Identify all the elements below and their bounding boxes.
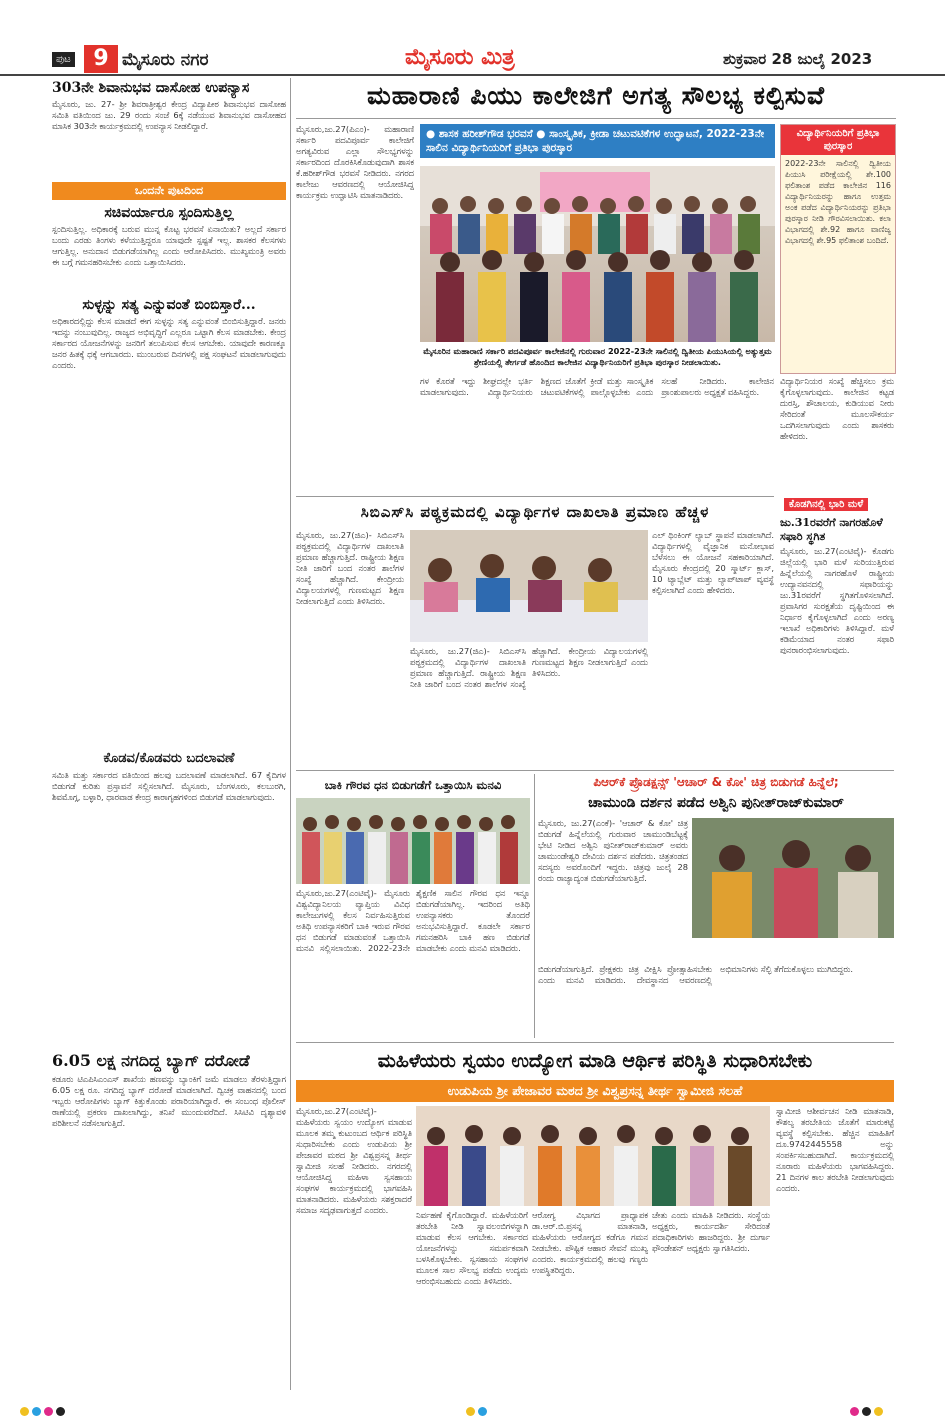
women-headline: ಮಹಿಳೆಯರು ಸ್ವಯಂ ಉದ್ಯೋಗ ಮಾಡಿ ಆರ್ಥಿಕ ಪರಿಸ್ಥಿತಿ ಸುಧಾರಿಸಬೇಕು — [377, 1050, 813, 1072]
continued-label: ಒಂದನೇ ಪುಟದಿಂದ — [52, 182, 286, 200]
registration-dot — [850, 1407, 859, 1416]
main-headline: ಮಹಾರಾಣಿ ಪಿಯು ಕಾಲೇಜಿಗೆ ಅಗತ್ಯ ಸೌಲಭ್ಯ ಕಲ್ಪಿಸುವೆ — [366, 81, 826, 110]
main-article-continued — [420, 376, 774, 496]
article-body: ಎಲ್ ಥಿಂಕಿಂಗ್ ಲ್ಯಾಬ್ ಸ್ಥಾಪನೆ ಮಾಡಲಾಗಿದೆ. ವಿದ್ಯಾರ್ಥಿಗಳಲ್ಲಿ ವೈಜ್ಞಾನಿಕ ಮನೋಭಾವ ಬೆಳೆಸಲು ಈ ಯೋಜನೆ ಸಹಕಾರಿಯಾಗಿದೆ. ಮೈಸೂರು ಕೇಂದ್ರದಲ್ಲಿ 20 ಸ್ಮಾರ್ಟ್ ಕ್ಲಾಸ್, 10 ಟ್ಯಾಬ್ಲೆಟ್ ಮತ್ತು ಲ್ಯಾಪ್‌ಟಾಪ್ ವ್ಯವಸ್ಥೆ ಕಲ್ಪಿಸಲಾಗಿದೆ ಎಂದು ಹೇಳಿದರು. — [652, 530, 774, 595]
article-body: ಮೈಸೂರು, ಜು.27(ಜಿಎ)- ಸಿಬಿಎಸ್‌ಸಿ ಪಠ್ಯಕ್ರಮದಲ್ಲಿ ವಿದ್ಯಾರ್ಥಿಗಳ ದಾಖಲಾತಿ ಪ್ರಮಾಣ ಹೆಚ್ಚಾಗುತ್ತಿದೆ. ರಾಷ್ಟ್ರೀಯ ಶಿಕ್ಷಣ ನೀತಿ ಜಾರಿಗೆ ಬಂದ ನಂತರ ಶಾಲೆಗಳ ಸಂಖ್ಯೆ ಹೆಚ್ಚಾಗಿದೆ. ಕೇಂದ್ರೀಯ ವಿದ್ಯಾಲಯಗಳಲ್ಲಿ ಗುಣಮಟ್ಟದ ಶಿಕ್ಷಣ ನೀಡಲಾಗುತ್ತಿದೆ ಎಂದು ತಿಳಿಸಿದರು. — [410, 646, 648, 689]
women-subheadline: ಉಡುಪಿಯ ಶ್ರೀ ಪೇಜಾವರ ಮಠದ ಶ್ರೀ ವಿಶ್ವಪ್ರಸನ್ನ ತೀರ್ಥ ಸ್ವಾಮೀಜಿ ಸಲಹೆ — [296, 1080, 894, 1102]
protest-photo — [296, 798, 530, 884]
article-body: ಕಡೂರು ಟಿಎಪಿಸಿಎಂಎಸ್ ಶಾಖೆಯ ಹಣವನ್ನು ಬ್ಯಾಂಕಿಗೆ ಜಮೆ ಮಾಡಲು ತೆರಳುತ್ತಿದ್ದಾಗ 6.05 ಲಕ್ಷ ರೂ. ನಗದಿದ್ದ ಬ್ಯಾಗ್ ದರೋಡೆ ಮಾಡಲಾಗಿದೆ. ದ್ವಿಚಕ್ರ ವಾಹನದಲ್ಲಿ ಬಂದ ಇಬ್ಬರು ಆರೋಪಿಗಳು ಬ್ಯಾಗ್ ಕಿತ್ತುಕೊಂಡು ಪರಾರಿಯಾಗಿದ್ದಾರೆ. ಈ ಸಂಬಂಧ ಪೊಲೀಸ್ ಠಾಣೆಯಲ್ಲಿ ಪ್ರಕರಣ ದಾಖಲಾಗಿದ್ದು, ತನಿಖೆ ಮುಂದುವರೆದಿದೆ. ಸಿಸಿಟಿವಿ ದೃಶ್ಯಾವಳಿ ಪರಿಶೀಲನೆ ನಡೆಸಲಾಗುತ್ತಿದೆ. — [52, 1074, 286, 1128]
article-body: ವಿದ್ಯಾರ್ಥಿನಿಯರ ಸಂಖ್ಯೆ ಹೆಚ್ಚಿಸಲು ಕ್ರಮ ಕೈಗೊಳ್ಳಲಾಗುವುದು. ಕಾಲೇಜಿನ ಕಟ್ಟಡ ದುರಸ್ತಿ, ಶೌಚಾಲಯ, ಕುಡಿಯುವ ನೀರು ಸೇರಿದಂತೆ ಮೂಲಸೌಕರ್ಯ ಒದಗಿಸಲಾಗುವುದು ಎಂದು ಶಾಸಕರು ಹೇಳಿದರು. — [780, 376, 894, 441]
article-title: ಕೊಡವ/ಕೊಡವರು ಬದಲಾವಣೆ — [103, 751, 235, 766]
actress-temple-photo — [692, 818, 894, 938]
article-body: ಮೈಸೂರು,ಜು.27(ಪಿಎಂ)- ಮಹಾರಾಣಿ ಸರ್ಕಾರಿ ಪದವಿಪೂರ್ವ ಕಾಲೇಜಿಗೆ ಅಗತ್ಯವಿರುವ ಎಲ್ಲಾ ಸೌಲಭ್ಯಗಳನ್ನು ಸರ್ಕಾರದಿಂದ ದೊರಕಿಸಿಕೊಡುವುದಾಗಿ ಶಾಸಕ ಕೆ.ಹರೀಶ್‌ಗೌಡ ಭರವಸೆ ನೀಡಿದರು. ನಗರದ ಕಾಲೇಜು ಆವರಣದಲ್ಲಿ ಆಯೋಜಿಸಿದ್ದ ಕಾರ್ಯಕ್ರಮ ಉದ್ಘಾಟಿಸಿ ಮಾತನಾಡಿದರು. — [296, 124, 414, 200]
honorarium-headline: ಬಾಕಿ ಗೌರವ ಧನ ಬಿಡುಗಡೆಗೆ ಒತ್ತಾಯಿಸಿ ಮನವಿ — [324, 778, 502, 792]
article-body: ಮೈಸೂರು, ಜು.27(ಜಿಎ)- ಸಿಬಿಎಸ್‌ಸಿ ಪಠ್ಯಕ್ರಮದಲ್ಲಿ ವಿದ್ಯಾರ್ಥಿಗಳ ದಾಖಲಾತಿ ಪ್ರಮಾಣ ಹೆಚ್ಚಾಗುತ್ತಿದೆ. ರಾಷ್ಟ್ರೀಯ ಶಿಕ್ಷಣ ನೀತಿ ಜಾರಿಗೆ ಬಂದ ನಂತರ ಶಾಲೆಗಳ ಸಂಖ್ಯೆ ಹೆಚ್ಚಾಗಿದೆ. ಕೇಂದ್ರೀಯ ವಿದ್ಯಾಲಯಗಳಲ್ಲಿ ಗುಣಮಟ್ಟದ ಶಿಕ್ಷಣ ನೀಡಲಾಗುತ್ತಿದೆ ಎಂದು ತಿಳಿಸಿದರು. — [296, 530, 404, 606]
registration-dot — [478, 1407, 487, 1416]
film-left-text — [538, 818, 688, 960]
film-headline-2: ಚಾಮುಂಡಿ ದರ್ಶನ ಪಡೆದ ಅಶ್ವಿನಿ ಪುನೀತ್‌ರಾಜ್‌ಕುಮಾರ್ — [588, 795, 844, 811]
article-body: ಸ್ವಾಮೀಜಿ ಆಶೀರ್ವಚನ ನೀಡಿ ಮಾತನಾಡಿ, ಕೌಶಲ್ಯ ತರಬೇತಿಯ ಜೊತೆಗೆ ಮಾರುಕಟ್ಟೆ ವ್ಯವಸ್ಥೆ ಕಲ್ಪಿಸಬೇಕು. ಹೆಚ್ಚಿನ ಮಾಹಿತಿಗೆ ದೂ.9742445558 ಅನ್ನು ಸಂಪರ್ಕಿಸಬಹುದಾಗಿದೆ. ಕಾರ್ಯಕ್ರಮದಲ್ಲಿ ನೂರಾರು ಮಹಿಳೆಯರು ಭಾಗವಹಿಸಿದ್ದರು. 21 ದಿನಗಳ ಕಾಲ ತರಬೇತಿ ನೀಡಲಾಗುವುದು ಎಂದರು. — [776, 1106, 894, 1193]
cbse-mid-text — [410, 646, 648, 764]
rule — [296, 1042, 894, 1043]
column-divider — [290, 78, 291, 1390]
article-ministers — [52, 204, 286, 290]
photo-caption: ಮೈಸೂರಿನ ಮಹಾರಾಣಿ ಸರ್ಕಾರಿ ಪದವಿಪೂರ್ವ ಕಾಲೇಜಿನಲ್ಲಿ ಗುರುವಾರ 2022-23ನೇ ಸಾಲಿನಲ್ಲಿ ದ್ವಿತೀಯ ಪಿಯುಸಿಯಲ್ಲಿ ಅತ್ಯುತ್ತಮ ಶ್ರೇಣಿಯಲ್ಲಿ ತೇರ್ಗಡೆ ಹೊಂದಿದ ಕಾಲೇಜಿನ ವಿದ್ಯಾರ್ಥಿನಿಯರಿಗೆ ಪ್ರತಿಭಾ ಪುರಸ್ಕಾರ ನೀಡಲಾಯಿತು. — [423, 346, 772, 367]
article-dasoha — [52, 79, 286, 179]
article-title: ಸಚಿವರ್ಯಾರೂ ಸ್ಪಂದಿಸುತ್ತಿಲ್ಲ — [104, 205, 234, 221]
article-body: ಸಮಿತಿ ಮತ್ತು ಸರ್ಕಾರದ ವತಿಯಿಂದ ಹಲವು ಬದಲಾವಣೆ ಮಾಡಲಾಗಿದೆ. 67 ಕೈದಿಗಳ ಬಿಡುಗಡೆ ಕುರಿತು ಪ್ರಸ್ತಾವನೆ ಸಲ್ಲಿಸಲಾಗಿದೆ. ಮೈಸೂರು, ಬೆಂಗಳೂರು, ಕಲಬುರಗಿ, ಶಿವಮೊಗ್ಗ, ಬಳ್ಳಾರಿ, ಧಾರವಾಡ ಕೇಂದ್ರ ಕಾರಾಗೃಹಗಳಿಂದ ಬಿಡುಗಡೆ ಮಾಡಲಾಗುವುದು. — [52, 770, 286, 802]
article-body: ಮೈಸೂರು, ಜು.27(ಎಂಟಿವೈ)- ಕೊಡಗು ಜಿಲ್ಲೆಯಲ್ಲಿ ಭಾರಿ ಮಳೆ ಸುರಿಯುತ್ತಿರುವ ಹಿನ್ನೆಲೆಯಲ್ಲಿ ನಾಗರಹೊಳೆ ರಾಷ್ಟ್ರೀಯ ಉದ್ಯಾನವನದಲ್ಲಿ ಸಫಾರಿಯನ್ನು ಜು.31ರವರೆಗೆ ಸ್ಥಗಿತಗೊಳಿಸಲಾಗಿದೆ. ಪ್ರವಾಸಿಗರ ಸುರಕ್ಷತೆಯ ದೃಷ್ಟಿಯಿಂದ ಈ ನಿರ್ಧಾರ ಕೈಗೊಳ್ಳಲಾಗಿದೆ ಎಂದು ಅರಣ್ಯ ಇಲಾಖೆ ಅಧಿಕಾರಿಗಳು ತಿಳಿಸಿದ್ದಾರೆ. ಮಳೆ ಕಡಿಮೆಯಾದ ನಂತರ ಸಫಾರಿ ಪುನರಾರಂಭಿಸಲಾಗುವುದು. — [780, 546, 894, 655]
article-title: ಸುಳ್ಳನ್ನು ಸತ್ಯ ಎನ್ನುವಂತೆ ಬಿಂಬಿಸ್ತಾರೆ... — [82, 297, 256, 313]
article-body: ಆರೋಗ್ಯ ವಿಭಾಗದ ಪ್ರಾಧ್ಯಾಪಕ ಡಾ.ಆರ್.ಬಿ.ಪ್ರಸನ್ನ ಮಾತನಾಡಿ, ಮಹಿಳೆಯರು ಆರೋಗ್ಯದ ಕಡೆಗೂ ಗಮನ ನೀಡಬೇಕು. ಪೌಷ್ಟಿಕ ಆಹಾರ ಸೇವನೆ ಮುಖ್ಯ ಎಂದರು. ಕಾರ್ಯಕ್ರಮದಲ್ಲಿ ಹಲವು ಗಣ್ಯರು ಉಪಸ್ಥಿತರಿದ್ದರು. — [532, 1210, 648, 1275]
issue-date: ಶುಕ್ರವಾರ 28 ಜುಲೈ 2023 — [723, 50, 873, 68]
article-title: 6.05 ಲಕ್ಷ ನಗದಿದ್ದ ಬ್ಯಾಗ್ ದರೋಡೆ — [52, 1051, 250, 1070]
women-mid-text — [416, 1210, 528, 1390]
article-body: ನಿರ್ವಹಣೆ ಕೈಗೊಂಡಿದ್ದಾರೆ. ಮಹಿಳೆಯರಿಗೆ ತರಬೇತಿ ನೀಡಿ ಸ್ವಾವಲಂಬಿಗಳನ್ನಾಗಿ ಮಾಡುವ ಕೆಲಸ ಆಗಬೇಕು. ಸರ್ಕಾರದ ಯೋಜನೆಗಳನ್ನು ಸಮರ್ಪಕವಾಗಿ ಬಳಸಿಕೊಳ್ಳಬೇಕು. ಸ್ವಸಹಾಯ ಸಂಘಗಳ ಮೂಲಕ ಸಾಲ ಸೌಲಭ್ಯ ಪಡೆದು ಉದ್ಯಮ ಆರಂಭಿಸಬಹುದು ಎಂದು ತಿಳಿಸಿದರು. — [416, 1210, 528, 1286]
article-lies — [52, 296, 286, 742]
awards-sidebox — [780, 124, 896, 374]
women-right-text — [776, 1106, 894, 1390]
article-body: ಸ್ಪಂದಿಸುತ್ತಿಲ್ಲ. ಅಧಿಕಾರಕ್ಕೆ ಬರುವ ಮುನ್ನ ಕೊಟ್ಟ ಭರವಸೆ ಏನಾಯಿತು? ಅಲ್ಲದೆ ಸರ್ಕಾರ ಬಂದು ಎರಡು ತಿಂಗಳು ಕಳೆಯುತ್ತಿದ್ದರೂ ಯಾವುದೇ ಸ್ಪಷ್ಟತೆ ಇಲ್ಲ. ಶಾಸಕರ ಕೆಲಸಗಳು ಆಗುತ್ತಿಲ್ಲ. ಅನುದಾನ ಬಿಡುಗಡೆಯಾಗಿಲ್ಲ ಎಂದು ಆರೋಪಿಸಿದರು. ಮುಖ್ಯಮಂತ್ರಿ ಅವರು ಈ ಬಗ್ಗೆ ಗಮನಹರಿಸಬೇಕು ಎಂದು ಒತ್ತಾಯಿಸಿದರು. — [52, 224, 286, 267]
women-left-text — [296, 1106, 412, 1390]
newspaper-logo: ಮೈಸೂರು ಮಿತ್ರ — [405, 44, 515, 70]
honorarium-text — [296, 888, 530, 1038]
cbse-meeting-photo — [410, 530, 648, 642]
article-robbery — [52, 1050, 286, 1390]
article-body: ಗಳ ಕೊರತೆ ಇದ್ದು ಶೀಘ್ರದಲ್ಲೇ ಭರ್ತಿ ಮಾಡಲಾಗುವುದು. ವಿದ್ಯಾರ್ಥಿನಿಯರು ಶಿಕ್ಷಣದ ಜೊತೆಗೆ ಕ್ರೀಡೆ ಮತ್ತು ಸಾಂಸ್ಕೃತಿಕ ಚಟುವಟಿಕೆಗಳಲ್ಲಿ ಪಾಲ್ಗೊಳ್ಳಬೇಕು ಎಂದು ಸಲಹೆ ನೀಡಿದರು. ಕಾಲೇಜಿನ ಪ್ರಾಂಶುಪಾಲರು ಅಧ್ಯಕ್ಷತೆ ವಹಿಸಿದ್ದರು. — [420, 376, 774, 397]
registration-dot — [32, 1407, 41, 1416]
article-body: ಚೇತು ಎಂದು ಮಾಹಿತಿ ನೀಡಿದರು. ಸಂಸ್ಥೆಯ ಅಧ್ಯಕ್ಷರು, ಕಾರ್ಯದರ್ಶಿ ಸೇರಿದಂತೆ ಪದಾಧಿಕಾರಿಗಳು ಹಾಜರಿದ್ದರು. ಶ್ರೀ ದುರ್ಗಾ ಫೌಂಡೇಶನ್ ಅಧ್ಯಕ್ಷರು ಸ್ವಾಗತಿಸಿದರು. — [652, 1210, 770, 1253]
rule — [296, 496, 774, 497]
cbse-headline: ಸಿಬಿಎಸ್‌ಸಿ ಪಠ್ಯಕ್ರಮದಲ್ಲಿ ವಿದ್ಯಾರ್ಥಿಗಳ ದಾಖಲಾತಿ ಪ್ರಮಾಣ ಹೆಚ್ಚಳ — [360, 503, 710, 521]
women-mid-text-3 — [652, 1210, 770, 1390]
right-column-text — [780, 376, 894, 492]
article-body: ಮೈಸೂರು,ಜು.27(ಎಂಟಿವೈ)- ಮಹಿಳೆಯರು ಸ್ವಯಂ ಉದ್ಯೋಗ ಮಾಡುವ ಮೂಲಕ ತಮ್ಮ ಕುಟುಂಬದ ಆರ್ಥಿಕ ಪರಿಸ್ಥಿತಿ ಸುಧಾರಿಸಬೇಕು ಎಂದು ಉಡುಪಿಯ ಶ್ರೀ ಪೇಜಾವರ ಮಠದ ಶ್ರೀ ವಿಶ್ವಪ್ರಸನ್ನ ತೀರ್ಥ ಸ್ವಾಮೀಜಿ ಸಲಹೆ ನೀಡಿದರು. ನಗರದಲ್ಲಿ ಆಯೋಜಿಸಿದ್ದ ಮಹಿಳಾ ಸ್ವಸಹಾಯ ಸಂಘಗಳ ಕಾರ್ಯಕ್ರಮದಲ್ಲಿ ಭಾಗವಹಿಸಿ ಮಾತನಾಡಿದರು. ಮಹಿಳೆಯರು ಸಶಕ್ತರಾದರೆ ಸಮಾಜ ಸದೃಢವಾಗುತ್ತದೆ ಎಂದರು. — [296, 1106, 412, 1215]
registration-dot — [56, 1407, 65, 1416]
film-headline-1: ಪಿಆರ್‌ಕೆ ಪ್ರೊಡಕ್ಷನ್ಸ್ 'ಆಚಾರ್ & ಕೋ' ಚಿತ್ರ ಬಿಡುಗಡೆ ಹಿನ್ನೆಲೆ; — [593, 775, 839, 789]
meeting-photo-art — [410, 530, 648, 642]
rule — [296, 770, 894, 771]
group-photo-art — [420, 166, 775, 342]
cbse-right-text — [652, 530, 774, 764]
masthead — [0, 0, 945, 76]
rule — [296, 118, 896, 119]
article-body: ಮೈಸೂರು, ಜು.27(ಎಂಕೆ)- 'ಆಚಾರ್ & ಕೋ' ಚಿತ್ರ ಬಿಡುಗಡೆ ಹಿನ್ನೆಲೆಯಲ್ಲಿ ಗುರುವಾರ ಚಾಮುಂಡಿಬೆಟ್ಟಕ್ಕೆ ಭೇಟಿ ನೀಡಿದ ಅಶ್ವಿನಿ ಪುನೀತ್‌ರಾಜ್‌ಕುಮಾರ್ ಅವರು ಚಾಮುಂಡೇಶ್ವರಿ ದೇವಿಯ ದರ್ಶನ ಪಡೆದರು. ಚಿತ್ರತಂಡದ ಸದಸ್ಯರು ಅವರೊಂದಿಗೆ ಇದ್ದರು. ಚಿತ್ರವು ಜುಲೈ 28 ರಂದು ರಾಜ್ಯಾದ್ಯಂತ ಬಿಡುಗಡೆಯಾಗುತ್ತಿದೆ. — [538, 818, 688, 883]
article-title: ಜು.31ರವರೆಗೆ ನಾಗರಹೊಳೆ ಸಫಾರಿ ಸ್ಥಗಿತ — [780, 516, 883, 543]
college-award-photo — [420, 166, 775, 342]
safari-article — [780, 516, 894, 770]
protest-photo-art — [296, 798, 530, 884]
article-body: ಅಧಿಕಾರದಲ್ಲಿದ್ದು ಕೆಲಸ ಮಾಡದೆ ಈಗ ಸುಳ್ಳನ್ನು ಸತ್ಯ ಎನ್ನುವಂತೆ ಬಿಂಬಿಸುತ್ತಿದ್ದಾರೆ. ಜನರು ಇದನ್ನು ನಂಬುವುದಿಲ್ಲ. ರಾಜ್ಯದ ಅಭಿವೃದ್ಧಿಗೆ ಎಲ್ಲರೂ ಒಟ್ಟಾಗಿ ಕೆಲಸ ಮಾಡಬೇಕು. ಕೇಂದ್ರ ಸರ್ಕಾರದ ಯೋಜನೆಗಳನ್ನು ಜನರಿಗೆ ತಲುಪಿಸುವ ಕೆಲಸ ಆಗಬೇಕು. ಯಾವುದೇ ಕಾರಣಕ್ಕೂ ಜನರ ಹಿತಕ್ಕೆ ಧಕ್ಕೆ ಆಗಬಾರದು. ಮುಂಬರುವ ದಿನಗಳಲ್ಲಿ ಪಕ್ಷ ಸಂಘಟನೆ ಮಾಡಲಾಗುವುದು ಎಂದರು. — [52, 316, 286, 370]
rain-tag: ಕೊಡಗಿನಲ್ಲಿ ಭಾರಿ ಮಳೆ — [784, 498, 868, 511]
sidebox-title: ವಿದ್ಯಾರ್ಥಿನಿಯರಿಗೆ ಪ್ರತಿಭಾ ಪುರಸ್ಕಾರ — [781, 125, 895, 155]
registration-dot — [20, 1407, 29, 1416]
film-right-text — [538, 964, 894, 1038]
section-title: ಮೈಸೂರು ನಗರ — [122, 50, 209, 70]
main-subheadline: ● ಶಾಸಕ ಹರೀಶ್‌ಗೌಡ ಭರವಸೆ ● ಸಾಂಸ್ಕೃತಿಕ, ಕ್ರೀಡಾ ಚಟುವಟಿಕೆಗಳ ಉದ್ಘಾಟನೆ, 2022-23ನೇ ಸಾಲಿನ ವಿದ್ಯಾರ್ಥಿನಿಯರಿಗೆ ಪ್ರತಿಭಾ ಪುರಸ್ಕಾರ — [420, 124, 775, 158]
cbse-left-text — [296, 530, 404, 764]
article-body: ಬಿಡುಗಡೆಯಾಗುತ್ತಿದೆ. ಪ್ರೇಕ್ಷಕರು ಚಿತ್ರ ವೀಕ್ಷಿಸಿ ಪ್ರೋತ್ಸಾಹಿಸಬೇಕು ಎಂದು ಮನವಿ ಮಾಡಿದರು. ದೇವಸ್ಥಾನದ ಆವರಣದಲ್ಲಿ ಅಭಿಮಾನಿಗಳು ಸೆಲ್ಫಿ ತೆಗೆದುಕೊಳ್ಳಲು ಮುಗಿಬಿದ್ದರು. — [538, 964, 854, 985]
registration-dot — [466, 1407, 475, 1416]
registration-dot — [44, 1407, 53, 1416]
article-body: ಮೈಸೂರು,ಜು.27(ಎಂಟಿವೈ)- ಮೈಸೂರು ವಿಶ್ವವಿದ್ಯಾನಿಲಯ ವ್ಯಾಪ್ತಿಯ ವಿವಿಧ ಕಾಲೇಜುಗಳಲ್ಲಿ ಕೆಲಸ ನಿರ್ವಹಿಸುತ್ತಿರುವ ಅತಿಥಿ ಉಪನ್ಯಾಸಕರಿಗೆ ಬಾಕಿ ಇರುವ ಗೌರವ ಧನ ಬಿಡುಗಡೆ ಮಾಡುವಂತೆ ಒತ್ತಾಯಿಸಿ ಮನವಿ ಸಲ್ಲಿಸಲಾಯಿತು. 2022-23ನೇ ಶೈಕ್ಷಣಿಕ ಸಾಲಿನ ಗೌರವ ಧನ ಇನ್ನೂ ಬಿಡುಗಡೆಯಾಗಿಲ್ಲ. ಇದರಿಂದ ಅತಿಥಿ ಉಪನ್ಯಾಸಕರು ತೊಂದರೆ ಅನುಭವಿಸುತ್ತಿದ್ದಾರೆ. ಕೂಡಲೇ ಸರ್ಕಾರ ಗಮನಹರಿಸಿ ಬಾಕಿ ಹಣ ಬಿಡುಗಡೆ ಮಾಡಬೇಕು ಎಂದು ಮನವಿ ಮಾಡಿದರು. — [296, 888, 530, 953]
women-mid-text-2 — [532, 1210, 648, 1390]
page-number: 9 — [84, 45, 118, 73]
article-kodava — [52, 750, 286, 830]
registration-dot — [874, 1407, 883, 1416]
temple-photo-art — [692, 818, 894, 938]
registration-dot — [862, 1407, 871, 1416]
main-article-column — [296, 124, 414, 464]
article-title: 303ನೇ ಶಿವಾನುಭವ ದಾಸೋಹ ಉಪನ್ಯಾಸ — [52, 80, 250, 96]
page-label: ಪುಟ — [52, 52, 75, 67]
event-photo-art — [416, 1106, 770, 1206]
swamiji-event-photo — [416, 1106, 770, 1206]
column-divider — [534, 774, 535, 1038]
article-body: ಮೈಸೂರು, ಜು. 27- ಶ್ರೀ ಶಿವರಾತ್ರೀಶ್ವರ ಕೇಂದ್ರ ವಿದ್ಯಾಪೀಠ ಶಿವಾನುಭವ ದಾಸೋಹ ಸಮಿತಿ ವತಿಯಿಂದ ಜು. 29 ರಂದು ಸಂಜೆ 6ಕ್ಕೆ ನಡೆಯುವ ಶಿವಾನುಭವ ದಾಸೋಹದ ಮಾಸಿಕ 303ನೇ ಕಾರ್ಯಕ್ರಮದಲ್ಲಿ ಉಪನ್ಯಾಸ ನೀಡಲಿದ್ದಾರೆ. — [52, 99, 286, 131]
sidebox-body: 2022-23ನೇ ಸಾಲಿನಲ್ಲಿ ದ್ವಿತೀಯ ಪಿಯುಸಿ ಪರೀಕ್ಷೆಯಲ್ಲಿ ಶೇ.100 ಫಲಿತಾಂಶ ಪಡೆದ ಕಾಲೇಜಿನ 116 ವಿದ್ಯಾರ್ಥಿನಿಯರನ್ನು ಹಾಗೂ ಉತ್ತಮ ಅಂಕ ಪಡೆದ ವಿದ್ಯಾರ್ಥಿನಿಯರನ್ನು ಪ್ರತಿಭಾ ಪುರಸ್ಕಾರ ನೀಡಿ ಗೌರವಿಸಲಾಯಿತು. ಕಲಾ ವಿಭಾಗದಲ್ಲಿ ಶೇ.92 ಹಾಗೂ ವಾಣಿಜ್ಯ ವಿಭಾಗದಲ್ಲಿ ಶೇ.95 ಫಲಿತಾಂಶ ಬಂದಿದೆ. — [785, 159, 891, 245]
